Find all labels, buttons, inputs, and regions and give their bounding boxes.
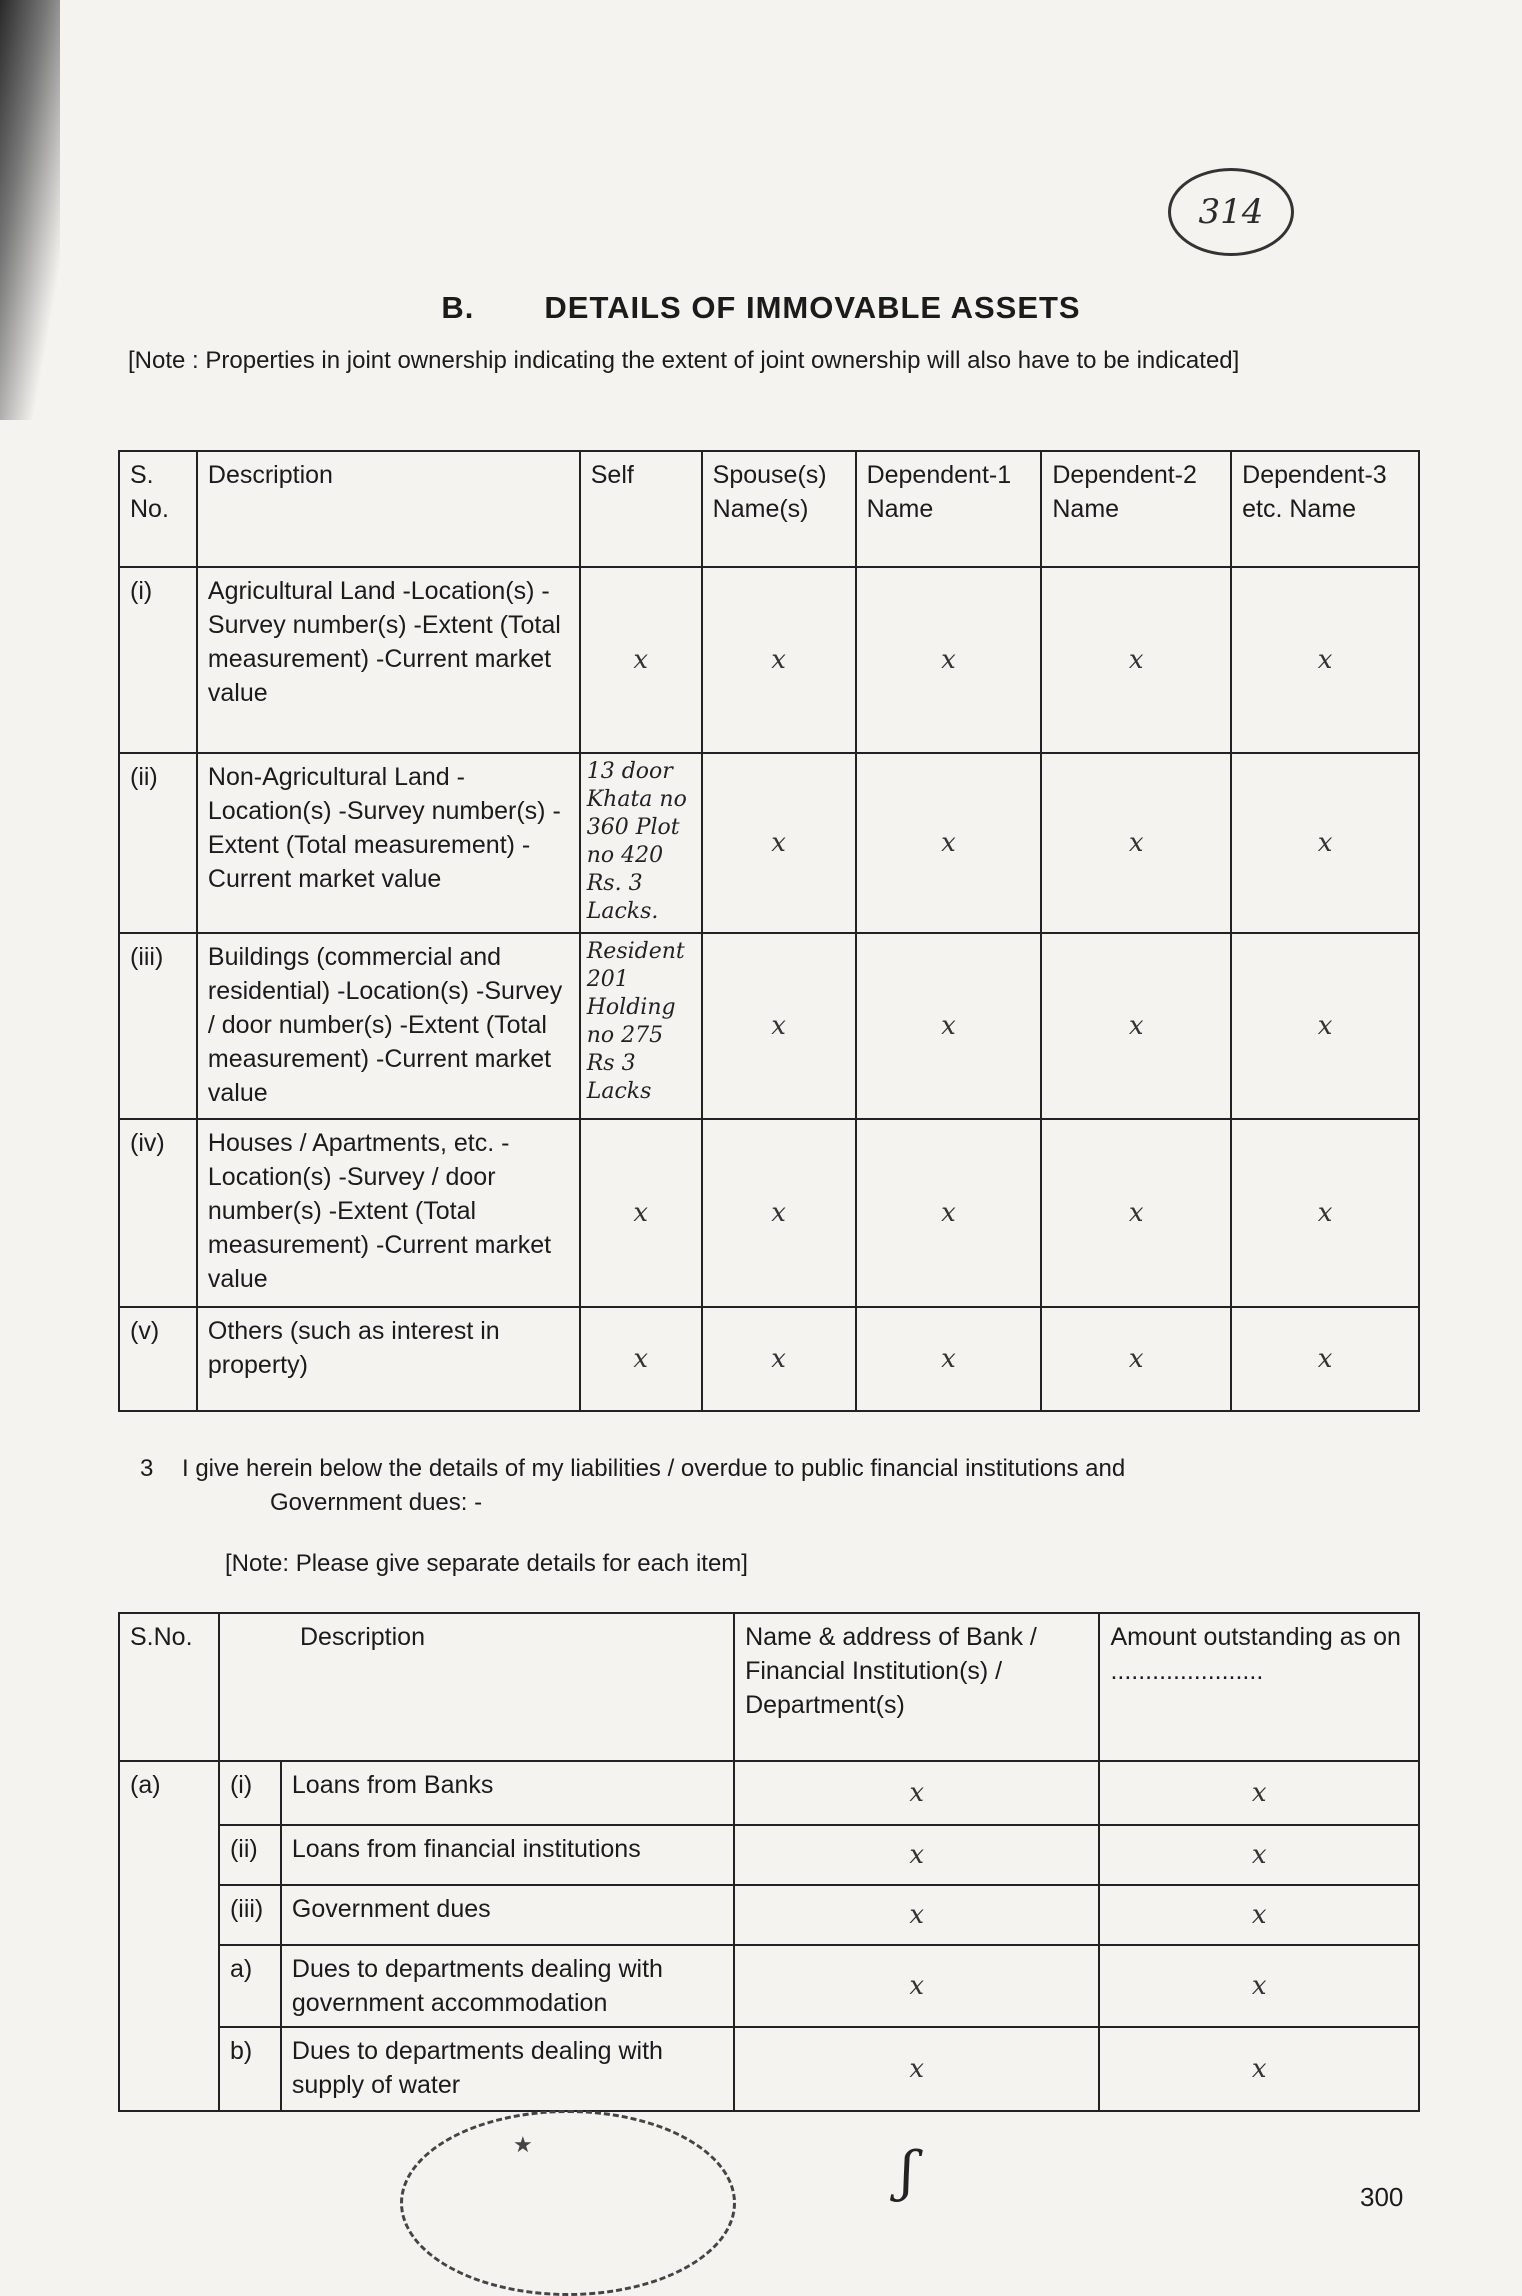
joint-ownership-note: [Note : Properties in joint ownership indicating the extent of joint ownership will also have to be indicated] xyxy=(128,347,1240,374)
row-dependent-1: x xyxy=(856,567,1042,753)
row-dependent-1: x xyxy=(856,753,1042,933)
row-dependent-3: x xyxy=(1231,933,1419,1119)
row-amount: x xyxy=(1099,1885,1419,1945)
row-dependent-2: x xyxy=(1041,933,1231,1119)
header-self: Self xyxy=(580,451,702,567)
subrow-description: Dues to departments dealing with government accommodation xyxy=(281,1945,734,2027)
row-number: (ii) xyxy=(219,1825,281,1885)
row-self: x xyxy=(580,1307,702,1411)
table-row xyxy=(119,2027,1419,2111)
row-bank: x xyxy=(734,1761,1099,1825)
item-text-continued: Government dues: - xyxy=(270,1489,483,1516)
row-dependent-1: x xyxy=(856,933,1042,1119)
liabilities-table xyxy=(118,1612,1420,2112)
row-number: (iii) xyxy=(219,1885,281,1945)
table-row xyxy=(119,567,1419,753)
section-number: B. xyxy=(441,290,475,325)
page-mark: 314 xyxy=(1168,168,1294,256)
row-spouse: x xyxy=(702,753,856,933)
row-spouse: x xyxy=(702,1307,856,1411)
immovable-assets-table xyxy=(118,450,1420,1412)
row-self: x xyxy=(580,1119,702,1307)
row-sno: (v) xyxy=(119,1307,197,1411)
row-dependent-3: x xyxy=(1231,567,1419,753)
separate-details-note: [Note: Please give separate details for each item] xyxy=(225,1550,748,1577)
subrow-amount: x xyxy=(1099,2027,1419,2111)
row-spouse: x xyxy=(702,933,856,1119)
row-sno: (iv) xyxy=(119,1119,197,1307)
table-row xyxy=(119,1761,1419,1825)
header-dependent-1: Dependent-1 Name xyxy=(856,451,1042,567)
subrow-bank: x xyxy=(734,2027,1099,2111)
row-spouse: x xyxy=(702,567,856,753)
row-dependent-2: x xyxy=(1041,567,1231,753)
table-row xyxy=(119,1825,1419,1885)
header-bank: Name & address of Bank / Financial Institution(s) / Department(s) xyxy=(734,1613,1099,1761)
header-dependent-3: Dependent-3 etc. Name xyxy=(1231,451,1419,567)
row-bank: x xyxy=(734,1825,1099,1885)
header-amount: Amount outstanding as on ...................... xyxy=(1099,1613,1419,1761)
table-header-row xyxy=(119,1613,1419,1761)
row-self-handwritten: 13 door Khata no 360 Plot no 420 Rs. 3 Lacks. xyxy=(580,753,702,933)
row-dependent-3: x xyxy=(1231,753,1419,933)
row-dependent-2: x xyxy=(1041,1307,1231,1411)
header-description: Description xyxy=(219,1613,734,1761)
table-header-row xyxy=(119,451,1419,567)
row-amount: x xyxy=(1099,1761,1419,1825)
row-description: Loans from Banks xyxy=(281,1761,734,1825)
subrow-bank: x xyxy=(734,1945,1099,2027)
seal-star-icon: ★ xyxy=(513,2133,533,2158)
row-number: (i) xyxy=(219,1761,281,1825)
table-row xyxy=(119,1885,1419,1945)
row-sno: (i) xyxy=(119,567,197,753)
row-dependent-2: x xyxy=(1041,1119,1231,1307)
signature: ʃ xyxy=(900,2140,915,2203)
row-sno: (ii) xyxy=(119,753,197,933)
table-row xyxy=(119,753,1419,933)
header-sno: S. No. xyxy=(119,451,197,567)
subrow-description: Dues to departments dealing with supply of water xyxy=(281,2027,734,2111)
section-title: DETAILS OF IMMOVABLE ASSETS xyxy=(544,290,1081,325)
subrow-amount: x xyxy=(1099,1945,1419,2027)
subrow-number: b) xyxy=(219,2027,281,2111)
row-amount: x xyxy=(1099,1825,1419,1885)
row-dependent-3: x xyxy=(1231,1119,1419,1307)
row-dependent-1: x xyxy=(856,1307,1042,1411)
row-dependent-1: x xyxy=(856,1119,1042,1307)
section-label: (a) xyxy=(119,1761,219,2111)
section-heading xyxy=(0,290,1522,326)
table-row xyxy=(119,1307,1419,1411)
table-row xyxy=(119,933,1419,1119)
row-self-handwritten: Resident 201 Holding no 275 Rs 3 Lacks xyxy=(580,933,702,1119)
header-description: Description xyxy=(197,451,580,567)
page-number: 300 xyxy=(1360,2182,1404,2212)
item-number: 3 xyxy=(140,1455,154,1482)
row-self: x xyxy=(580,567,702,753)
official-seal xyxy=(400,2110,736,2296)
row-description: Non-Agricultural Land -Location(s) -Survey number(s) -Extent (Total measurement) -Current market value xyxy=(197,753,580,933)
row-description: Buildings (commercial and residential) -Location(s) -Survey / door number(s) -Extent (Total measurement) -Current market value xyxy=(197,933,580,1119)
header-sno: S.No. xyxy=(119,1613,219,1761)
subrow-number: a) xyxy=(219,1945,281,2027)
scan-edge-shadow xyxy=(0,0,60,420)
row-dependent-2: x xyxy=(1041,753,1231,933)
row-sno: (iii) xyxy=(119,933,197,1119)
row-description: Others (such as interest in property) xyxy=(197,1307,580,1411)
header-spouse: Spouse(s) Name(s) xyxy=(702,451,856,567)
row-bank: x xyxy=(734,1885,1099,1945)
row-description: Houses / Apartments, etc. -Location(s) -Survey / door number(s) -Extent (Total measurement) -Current market value xyxy=(197,1119,580,1307)
table-row xyxy=(119,1945,1419,2027)
row-dependent-3: x xyxy=(1231,1307,1419,1411)
row-description: Government dues xyxy=(281,1885,734,1945)
row-spouse: x xyxy=(702,1119,856,1307)
header-dependent-2: Dependent-2 Name xyxy=(1041,451,1231,567)
row-description: Loans from financial institutions xyxy=(281,1825,734,1885)
row-description: Agricultural Land -Location(s) -Survey number(s) -Extent (Total measurement) -Current market value xyxy=(197,567,580,753)
table-row xyxy=(119,1119,1419,1307)
liabilities-statement xyxy=(140,1452,1340,1520)
item-text: I give herein below the details of my liabilities / overdue to public financial institutions and xyxy=(182,1455,1126,1482)
